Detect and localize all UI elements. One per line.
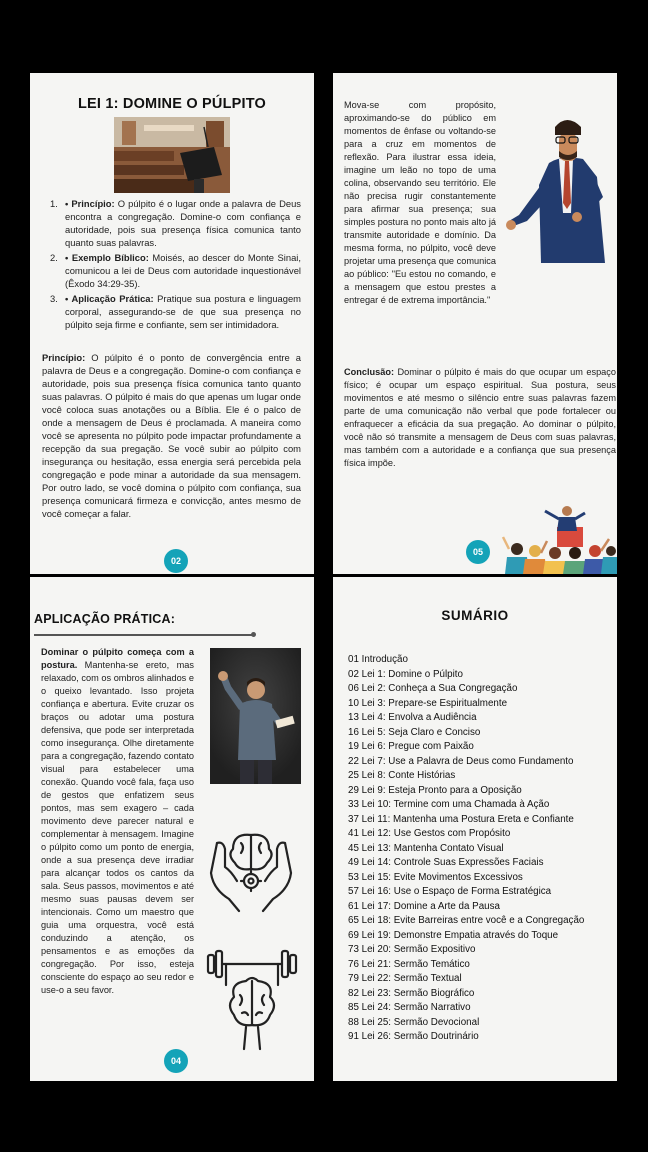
brain-hands-icon [203,819,299,915]
toc-item[interactable]: 79 Lei 22: Sermão Textual [348,973,462,984]
toc-item[interactable]: 82 Lei 23: Sermão Biográfico [348,987,475,999]
toc-item[interactable]: 01 Introdução [348,654,408,665]
presenter-illustration [501,93,617,265]
toc-item[interactable]: 65 Lei 18: Evite Barreiras entre você e a Congregação [348,915,585,926]
body-paragraph: Dominar o púlpito começa com a postura. Mantenha-se ereto, mas relaxado, com os ombros alinhados e o queixo levantado. Isso projeta confiança e abertura. Evite cruzar os braços ou adotar uma postura defensiva, que pode ser interpretada como insegurança. Olhe diretamente para a congregação, fazendo contato visual para estabelecer uma conexão. Quando você fala, faça uso de gestos que enfatizem seus pontos, mas sem exagero – cada movimento deve parecer natural e complementar à mensagem. Imagine o púlpito como um ponto de energia, onde a sua presença deve irradiar para alcançar todos os cantos da sala. Seus passos, movimentos e até mesmo suas pausas devem ser intencionais. Como um maestro que guia uma orquestra, você está conduzindo a atenção, os pensamentos e as emoções da congregação. Por isso, esteja consciente do espaço ao seu redor e use-o a seu favor. [41,647,194,995]
conclusion-paragraph: Conclusão: Dominar o púlpito é mais do que ocupar um espaço físico; é ocupar um espaço espiritual. Sua postura, seus movimentos e até mesmo o silêncio entre suas palavras fazem parte de uma comunicação não verbal que pode fortalecer ou enfraquecer a eficácia da sua pregação. Ao dominar o púlpito, você não só transmite a mensagem de Deus com suas palavras, mas também com a autoridade e a confiança que sua presença física impõe. [344,367,616,468]
toc-item[interactable]: 22 Lei 7: Use a Palavra de Deus como Fundamento [348,755,574,767]
toc-item[interactable]: 49 Lei 14: Controle Suas Expressões Faciais [348,857,544,868]
list-item: 3. • Aplicação Prática: Pratique sua postura e linguagem corporal, assegurando-se de que sua presença no púlpito seja firme e confiante, sem ser intimidadora. [50,293,301,330]
toc-item[interactable]: 53 Lei 15: Evite Movimentos Excessivos [348,871,523,883]
toc-item[interactable]: 37 Lei 11: Mantenha uma Postura Ereta e Confiante [348,813,574,825]
list-item: 1. • Princípio: O púlpito é o lugar onde a palavra de Deus encontra a congregação. Domine-o com confiança e autoridade, pois sua presença física comunica tanto quanto suas palavras. [50,198,301,248]
toc-item[interactable]: 02 Lei 1: Domine o Púlpito [348,668,463,680]
toc-item[interactable]: 16 Lei 5: Seja Claro e Conciso [348,726,481,738]
page-aplicacao-pratica [30,577,314,1081]
toc-item[interactable]: 69 Lei 19: Demonstre Empatia através do Toque [348,929,559,941]
section-title: APLICAÇÃO PRÁTICA: [34,612,176,626]
toc-item[interactable]: 25 Lei 8: Conte Histórias [348,770,456,781]
brain-dumbbell-icon [206,949,298,1053]
toc-item[interactable]: 91 Lei 26: Sermão Doutrinário [348,1031,479,1042]
title-divider [34,634,254,636]
page-title: LEI 1: DOMINE O PÚLPITO [77,96,267,112]
list-item: 2. • Exemplo Bíblico: Moisés, ao descer do Monte Sinai, comunicou a lei de Deus com autoridade inquestionável (Êxodo 34:29-35). [50,252,301,289]
audience-illustration [501,501,617,574]
pulpit-photo [114,117,230,193]
toc-item[interactable]: 85 Lei 24: Sermão Narrativo [348,1002,471,1013]
toc-item[interactable]: 06 Lei 2: Conheça a Sua Congregação [348,683,518,694]
toc-item[interactable]: 45 Lei 13: Mantenha Contato Visual [348,842,504,854]
page-number-badge: 05 [466,540,490,564]
page-lei-1 [30,73,314,574]
toc-item[interactable]: 76 Lei 21: Sermão Temático [348,958,470,970]
divider-dot [251,632,256,637]
principles-list [48,197,301,333]
toc-item[interactable]: 73 Lei 20: Sermão Expositivo [348,944,476,955]
toc-item[interactable]: 57 Lei 16: Use o Espaço de Forma Estratégica [348,886,552,897]
toc-item[interactable]: 41 Lei 12: Use Gestos com Propósito [348,828,511,839]
page-number-badge: 04 [164,1049,188,1073]
page-sumario [333,577,617,1081]
toc-item[interactable]: 29 Lei 9: Esteja Pronto para a Oposição [348,784,522,796]
toc-item[interactable]: 13 Lei 4: Envolva a Audiência [348,712,477,723]
toc-item[interactable]: 88 Lei 25: Sermão Devocional [348,1016,480,1028]
toc-title: SUMÁRIO [441,608,509,623]
page-number-badge: 02 [164,549,188,573]
table-of-contents [348,653,613,1045]
body-paragraph: Mova-se com propósito, aproximando-se do público em momentos de ênfase ou voltando-se para a cruz em momentos de reflexão. Para ilustrar essa ideia, imagine um leão no topo de uma colina, observando seu território. Ele não precisa rugir constantemente para afirmar sua presença; sua simples postura no ponto mais alto já transmite autoridade e domínio. Da mesma forma, no púlpito, você deve projetar uma presença que comunica ao público: "Eu estou no comando, e a mensagem que estou prestes a entregar é de extrema importância." [344,100,496,305]
toc-item[interactable]: 10 Lei 3: Prepare-se Espiritualmente [348,697,508,709]
toc-item[interactable]: 61 Lei 17: Domine a Arte da Pausa [348,900,500,912]
page-lei-1-continued [333,73,617,574]
speaker-photo [210,648,301,784]
body-paragraph: Princípio: O púlpito é o ponto de convergência entre a palavra de Deus e a congregação. Domine-o com confiança e autoridade, pois sua presença física comunica tanto quanto suas palavras. O púlpito é mais do que apenas um lugar onde você coloca suas anotações ou a Bíblia. Ele é o palco de onde a mensagem de Deus é proclamada. A maneira como você se apresenta no púlpito pode impactar profundamente a recepção da sua pregação. Se você subir ao púlpito com insegurança ou hesitação, essa energia será percebida pela congregação e pode minar a autoridade da sua mensagem. Por outro lado, se você domina o púlpito com confiança, sua presença comunicará firmeza e convicção, antes mesmo de você começar a falar. [42,352,301,519]
toc-item[interactable]: 33 Lei 10: Termine com uma Chamada à Ação [348,799,550,810]
toc-item[interactable]: 19 Lei 6: Pregue com Paixão [348,741,474,752]
